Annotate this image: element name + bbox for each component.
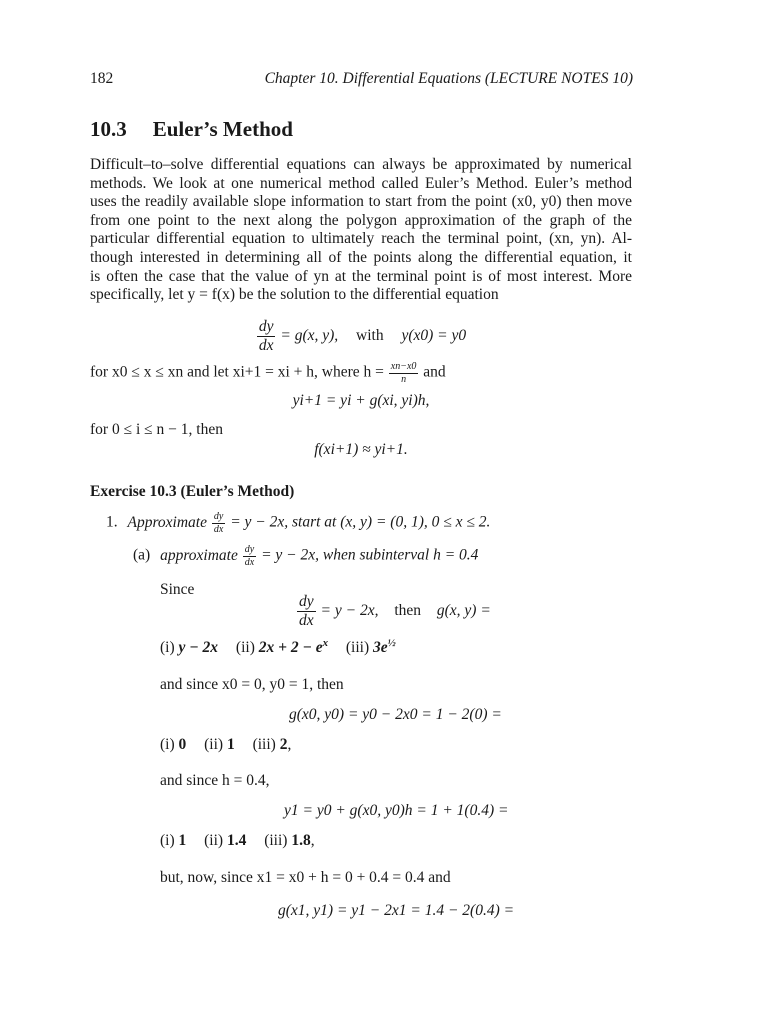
item-a-fraction: $\frac{dy}{dx}$ <box>244 544 255 568</box>
g-eq: g(x, y) = <box>436 601 491 619</box>
approximation-equation: f(xi+1) ≈ yi+1. <box>314 441 408 458</box>
page-number: 182 <box>90 70 114 87</box>
item-a-text-a: approximate <box>160 546 238 564</box>
domain-line <box>90 361 446 385</box>
intro-line: Difficult–to–solve differential equations can always be approximated by numerical <box>90 156 632 173</box>
domain-and: and <box>423 363 446 381</box>
section-title <box>90 117 293 142</box>
intro-line: specifically, let y = f(x) be the solution to the differential equation <box>90 286 499 304</box>
item-a-label: (a) <box>133 546 151 564</box>
section-title-text: Euler’s Method <box>152 117 293 141</box>
exercise-title: Exercise 10.3 (Euler’s Method) <box>90 483 295 500</box>
ode-initial: y(x0) = y0 <box>401 326 467 344</box>
options-row-2 <box>160 736 305 754</box>
option-2-i[interactable]: (i) 0 <box>160 736 187 753</box>
exercise-item-a <box>133 544 478 568</box>
domain-text: for x0 ≤ x ≤ xn and let xi+1 = xi + h, where h = <box>90 363 384 381</box>
but-now-line: but, now, since x1 = x0 + h = 0 + 0.4 = 0.4 and <box>160 869 451 886</box>
options-row-1 <box>160 637 410 657</box>
intro-line: particular differential equation to ultimately reach the terminal point, (xn, yn). Al- <box>90 230 632 248</box>
item1-fraction: $\frac{dy}{dx}$ <box>213 511 224 535</box>
option-1-i[interactable]: (i) y − 2x <box>160 639 219 657</box>
intro-line: though interested in determining all of the points along the differential equation, it <box>90 248 632 266</box>
exercise-item-1 <box>106 511 490 535</box>
option-1-ii[interactable]: (ii) $2x + 2 - e^x$ <box>235 637 329 657</box>
intro-line: uses the readily available slope information to start from the point (x0, y0) then move <box>90 193 632 211</box>
running-head: Chapter 10. Differential Equations (LECTURE NOTES 10) <box>264 70 633 87</box>
since-fraction: $\frac{dy}{dx}$ <box>299 593 314 629</box>
since-eq-rhs: = y − 2x, <box>320 601 379 619</box>
range-line: for 0 ≤ i ≤ n − 1, then <box>90 421 223 438</box>
ode-with: with <box>356 326 384 344</box>
g1-equation: g(x1, y1) = y1 − 2x1 = 1.4 − 2(0.4) = <box>278 902 515 919</box>
ode-rhs: = g(x, y), <box>280 326 339 344</box>
option-3-i[interactable]: (i) 1 <box>160 832 187 849</box>
since-label: Since <box>160 581 195 598</box>
option-3-ii[interactable]: (ii) 1.4 <box>204 832 247 849</box>
y1-equation: y1 = y0 + g(x0, y0)h = 1 + 1(0.4) = <box>284 802 509 819</box>
intro-paragraph <box>90 156 632 305</box>
item1-text-b: = y − 2x, start at (x, y) = (0, 1), 0 ≤ x ≤ 2. <box>230 513 491 531</box>
option-2-ii[interactable]: (ii) 1 <box>204 736 235 753</box>
option-2-iii[interactable]: (iii) 2, <box>252 736 292 753</box>
item-number: 1. <box>106 513 118 531</box>
option-1-iii[interactable]: (iii) $3e^{\frac{1}{2}}$ <box>345 637 396 657</box>
and-since-2: and since h = 0.4, <box>160 772 270 789</box>
recurrence-equation: yi+1 = yi + g(xi, yi)h, <box>292 392 430 409</box>
and-since-1: and since x0 = 0, y0 = 1, then <box>160 676 344 693</box>
since-equation <box>296 593 491 630</box>
g0-equation: g(x0, y0) = y0 − 2x0 = 1 − 2(0) = <box>289 706 502 723</box>
intro-line: methods. We look at one numerical method called Euler’s Method. Euler’s method <box>90 174 632 192</box>
option-3-iii[interactable]: (iii) 1.8, <box>264 832 315 849</box>
ode-fraction: $\frac{dy}{dx}$ <box>258 318 274 354</box>
ode-equation <box>90 318 632 355</box>
options-row-3 <box>160 832 329 850</box>
item1-text-a: Approximate <box>127 513 207 531</box>
then-label: then <box>394 601 422 619</box>
intro-line: from one point to the next along the polygon approximation of the graph of the <box>90 211 632 229</box>
section-number: 10.3 <box>90 117 127 141</box>
item-a-text-b: = y − 2x, when subinterval h = 0.4 <box>261 546 479 564</box>
intro-line: is often the case that the value of yn at the terminal point is of most interest. More <box>90 267 632 285</box>
h-fraction: $\frac{xn-x0}{n}$ <box>390 361 417 385</box>
